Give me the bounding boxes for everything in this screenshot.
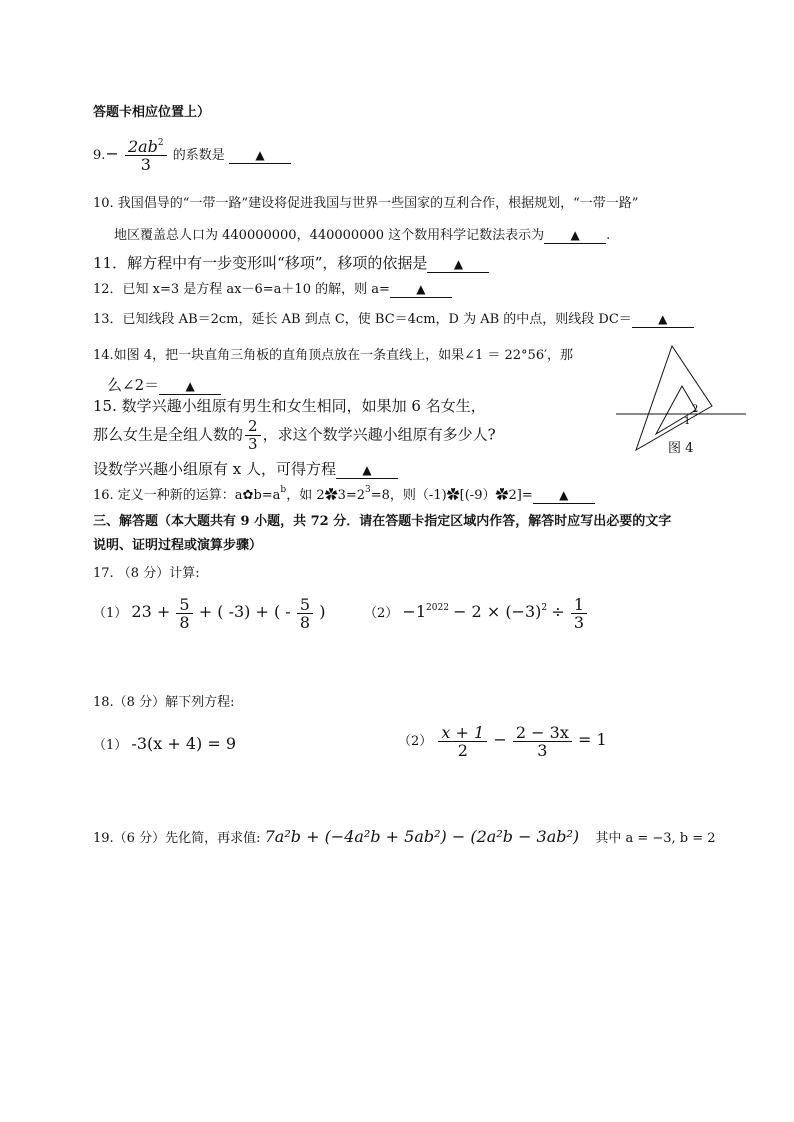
q18-p2-frac2-den: 3 [537, 741, 548, 760]
q17-p1-frac2 [297, 596, 313, 631]
blank-marker-icon: ▲ [185, 379, 195, 393]
section-3-heading-line2: 说明、证明过程或演算步骤） [93, 538, 263, 553]
q18-p1-label: （1） [93, 738, 128, 753]
question-13 [93, 312, 694, 328]
q17-p1-frac1-num: 5 [176, 596, 192, 614]
q9-numerator: 2ab [127, 137, 158, 156]
q17-p2-b: − 2 × (−3) [453, 602, 542, 621]
outer-triangle [636, 346, 712, 450]
question-14-line1: 14.如图 4，把一块直角三角板的直角顶点放在一条直线上，如果∠1 ＝ 22°56′，那 [93, 348, 574, 363]
q17-p2-exp2: 2 [541, 603, 548, 613]
q18-p1-expr: -3(x + 4) = 9 [131, 734, 237, 753]
blank-marker-icon: ▲ [362, 463, 372, 477]
question-15-line1: 15. 数学兴趣小组原有男生和女生相同，如果加 6 名女生， [93, 397, 486, 415]
q18-p2-frac1 [438, 724, 487, 759]
q18-p2-mid: − [493, 730, 507, 749]
figure-4-caption: 图 4 [668, 441, 694, 456]
q10-text: 地区覆盖总人口为 440000000，440000000 这个数用科学记数法表示为 [114, 228, 545, 243]
question-17-title: 17. （8 分）计算: [93, 566, 200, 581]
question-10-line2 [114, 228, 610, 244]
q14-answer-blank[interactable] [159, 378, 221, 395]
q14-text: 么∠2＝ [107, 376, 160, 394]
q17-p1-frac1 [176, 596, 192, 631]
q18-p2-frac2-num: 2 − 3x [513, 724, 572, 742]
q17-part-2 [364, 596, 589, 631]
q13-answer-blank[interactable] [632, 312, 694, 328]
q17-p1-frac2-den: 8 [299, 613, 311, 632]
q10-answer-blank[interactable] [544, 228, 606, 244]
blank-marker-icon: ▲ [570, 228, 580, 242]
q15-text-c: 设数学兴趣小组原有 x 人，可得方程 [93, 460, 336, 478]
q16-sup-3: 3 [365, 485, 371, 495]
q16-answer-blank[interactable] [533, 488, 595, 504]
angle-label-2: 2 [692, 404, 699, 415]
q9-fraction [125, 138, 167, 173]
q12-text: 12．已知 x=3 是方程 ax－6=a＋10 的解，则 a= [93, 282, 390, 297]
q16-sup-b: b [280, 485, 287, 495]
q17-part-1 [93, 596, 325, 631]
q15-denominator: 3 [248, 435, 258, 453]
q17-p2-frac-den: 3 [573, 613, 584, 632]
blank-marker-icon: ▲ [416, 282, 426, 296]
q15-fraction [245, 418, 261, 453]
question-12 [93, 282, 452, 298]
question-19 [93, 829, 716, 847]
q17-p1-frac1-den: 8 [179, 613, 190, 632]
q12-answer-blank[interactable] [390, 282, 452, 298]
q17-p1-c: ) [319, 602, 326, 621]
q17-p1-a: 23 + [131, 602, 171, 621]
question-11 [93, 254, 489, 273]
question-9 [93, 138, 291, 173]
blank-marker-icon: ▲ [453, 257, 464, 271]
blank-marker-icon: ▲ [559, 488, 569, 502]
q9-answer-blank[interactable] [229, 148, 291, 164]
q18-p2-end: = 1 [578, 730, 607, 749]
q15-numerator: 2 [245, 418, 261, 436]
question-15-line3 [93, 460, 398, 479]
q9-exponent: 2 [157, 138, 164, 148]
q19-condition: 其中 a = −3, b = 2 [595, 831, 716, 846]
q9-text: 的系数是 [172, 148, 225, 163]
question-18-title: 18.（8 分）解下列方程: [93, 695, 235, 710]
q17-p1-label: （1） [93, 606, 128, 621]
question-10-line1: 10. 我国倡导的“一带一路”建设将促进我国与世界一些国家的互利合作，根据规划，“一带一路” [93, 196, 639, 211]
q10-end: . [606, 228, 611, 243]
question-14-line2 [107, 376, 221, 395]
q19-expression: 7a²b + (−4a²b + 5ab²) − (2a²b − 3ab²) [264, 827, 580, 846]
q16-text: 16. 定义一种新的运算：a✿b=a [93, 488, 281, 503]
q18-p2-label: （2） [398, 734, 433, 749]
q13-text: 13．已知线段 AB＝2cm，延长 AB 到点 C，使 BC＝4cm，D 为 AB 的中点，则线段 DC＝ [93, 312, 632, 327]
q17-p2-c: ÷ [551, 602, 565, 621]
section-3-heading-line1: 三、解答题（本大题共有 9 小题，共 72 分．请在答题卡指定区域内作答，解答时应写出必要的文字 [93, 514, 672, 529]
q18-p2-frac1-den: 2 [457, 741, 468, 760]
q18-p2-frac2 [513, 724, 572, 759]
q19-title: 19.（6 分）先化简，再求值: [93, 831, 261, 846]
angle-label-1: 1 [684, 416, 691, 427]
q9-number: 9. [93, 148, 106, 163]
q17-p2-a: −1 [402, 602, 427, 621]
q9-minus: − [105, 144, 119, 163]
q16-tail: =8，则（-1)✿[(-9）✿2]= [370, 488, 533, 503]
blank-marker-icon: ▲ [658, 312, 668, 326]
blank-marker-icon: ▲ [255, 148, 265, 162]
q18-part-2 [398, 724, 607, 759]
q18-p2-frac1-num: x + 1 [438, 724, 487, 742]
instruction-tail: 答题卡相应位置上） [93, 105, 211, 120]
q15-answer-blank[interactable] [336, 462, 398, 479]
q17-p2-frac-num: 1 [571, 596, 587, 614]
q17-p1-b: + ( -3) + ( - [198, 602, 291, 621]
question-15-line2 [93, 418, 496, 453]
q11-answer-blank[interactable] [427, 256, 489, 273]
q17-p2-label: （2） [364, 606, 399, 621]
q17-p2-frac [571, 596, 587, 631]
q16-mid: ，如 2✿3=2 [286, 488, 366, 503]
q15-text-b: ，求这个数学兴趣小组原有多少人? [262, 425, 496, 444]
q18-part-1 [93, 736, 236, 754]
q15-text-a: 那么女生是全组人数的 [93, 425, 244, 444]
q17-p1-frac2-num: 5 [297, 596, 313, 614]
question-16 [93, 485, 595, 504]
q17-p2-exp: 2022 [426, 603, 449, 613]
q9-denominator: 3 [140, 155, 151, 174]
q11-text: 11．解方程中有一步变形叫“移项”，移项的依据是 [93, 254, 428, 272]
